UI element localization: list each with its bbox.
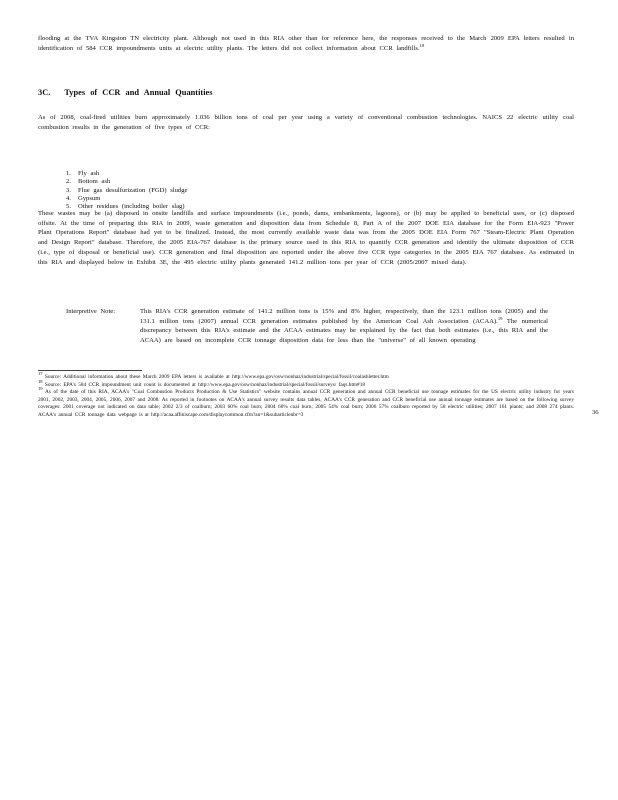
section-number: 3C. <box>38 88 51 97</box>
section-heading <box>38 88 213 97</box>
list-item-number: 3. <box>66 186 71 194</box>
footnote <box>38 371 574 382</box>
list-item-label: Gypsum <box>78 194 101 202</box>
list-item-label: Bottom ash <box>78 178 111 186</box>
footnote <box>38 386 574 419</box>
list-item-label: Flue gas desulfurization (FGD) sludge <box>78 186 188 194</box>
list-item <box>66 178 187 186</box>
footnote-text: As of the date of this RIA, ACAA's "Coal Combustion Products Production & Use Statistics" website contains annual CCR generation and annual CCR beneficial use tonnage estimates for the US electric utility industry for years 2001, 2002, 2003, 2004, 2005, 2006, 2007 and 2008. As reported in footnotes on ACAA's annual survey results data tables, ACAA's CCR generation and CCR beneficial use annual tonnage estimates are based on the following survey coverages: 2001 coverage not indicated on data table; 2002 2/3 of coalburn; 2003 60% coal burn; 2004 60% coal burn; 2005 54% coal burn; 2006 57% coalburn reported by 58 electric utilities; 2007 161 plants; and 2008 274 plants. ACAA's annual CCR tonnage data webpage is at http://acaa.affiniscape.com/displaycommon.cfm?an=1&subarticlenbr=3 <box>38 389 574 418</box>
ccr-types-list <box>62 170 187 211</box>
list-item-number: 5. <box>66 203 71 211</box>
page-number: 36 <box>592 409 599 416</box>
footnote-text: Source: EPA's 584 CCR impoundment unit count is documented at http://www.epa.gov/osw/nonhaz/industrial/special/fossil/surveys/ faqs.htm#18 <box>42 381 365 388</box>
footnote-ref: 18 <box>419 42 425 48</box>
list-item-number: 1. <box>66 170 71 177</box>
list-item <box>66 187 187 195</box>
note-label: Interpretive Note: <box>66 308 116 315</box>
intro-paragraph: flooding at the TVA Kingston TN electricity plant. Although not used in this RIA other than for reference here, the responses received to the March 2009 EPA letters resulted in identification of 584 CCR impoundments units at electric utility plants. The letters did not collect information about CCR landfills.$^{18}$ <box>38 35 574 52</box>
paragraph-ccr-disposition: These wastes may be (a) disposed in onsite landfills and surface impoundments (i.e., ponds, dams, embankments, lagoons), or (b) may be applied to beneficial uses, or (c) disposed offsite. At the time of preparing this RIA in 2009, waste generation and disposition data from Schedule 8, Part A of the 2007 DOE EIA database for the Form EIA-923 "Power Plant Operations Report" database had yet to be finalized. Instead, the most currently available waste data was from the 2005 DOE EIA Form 767 "Steam-Electric Plant Operation and Design Report" database. Therefore, the 2005 EIA-767 database is the primary source used in this RIA to quantify CCR generation and identify the ultimate disposition of CCR (i.e., type of disposal or beneficial use). CCR generation and final disposition are reported under the above five CCR type categories in the 2005 EIA 767 database. As estimated in this RIA and displayed below in Exhibit 3E, the 495 electric utility plants generated 141.2 million tons per year of CCR (2005/2007 mixed data). <box>38 210 574 266</box>
note-body <box>140 307 548 346</box>
footnote-text: Source: Additional information about these March 2009 EPA letters is available at http://www.epa.gov/osw/nonhaz/industrial/special/fossil/coalashletter.htm <box>42 374 389 380</box>
paragraph-ccr-generation: As of 2008, coal-fired utilities burn approximately 1.036 billion tons of coal per year using a variety of conventional combustion technologies. NAICS 22 electric utility coal combustion results in the generation of five types of CCR: <box>38 114 574 131</box>
list-item <box>66 195 187 203</box>
list-item-label: Fly ash <box>78 170 100 177</box>
list-item-number: 4. <box>66 194 71 202</box>
footnote-number: 19 <box>38 386 43 392</box>
footnote-divider <box>38 370 142 371</box>
footnote-ref: 19 <box>497 315 503 321</box>
list-item <box>66 170 187 178</box>
section-title: Types of CCR and Annual Quantities <box>64 88 213 97</box>
footnotes <box>38 371 574 420</box>
note-text: This RIA's CCR generation estimate of 141.2 million tons is 15% and 8% higher, respectively, than the 123.1 million tons (2005) and the 131.1 million tons (2007) annual CCR generation estimates published by the American Coal Ash Association (ACAA).$^{19}$ The numerical discrepancy between this RIA's estimate and the ACAA estimates may be explained by the fact that both estimates (i.e., this RIA and the ACAA) are based on incomplete CCR tonnage disposition data for less than the "universe" of all known operating <box>140 308 548 345</box>
footnote-number: 17 <box>38 371 43 377</box>
footnote-number: 18 <box>38 378 43 384</box>
list-item-number: 2. <box>66 178 71 186</box>
list-item-label: Other residues (including boiler slag) <box>78 203 185 211</box>
